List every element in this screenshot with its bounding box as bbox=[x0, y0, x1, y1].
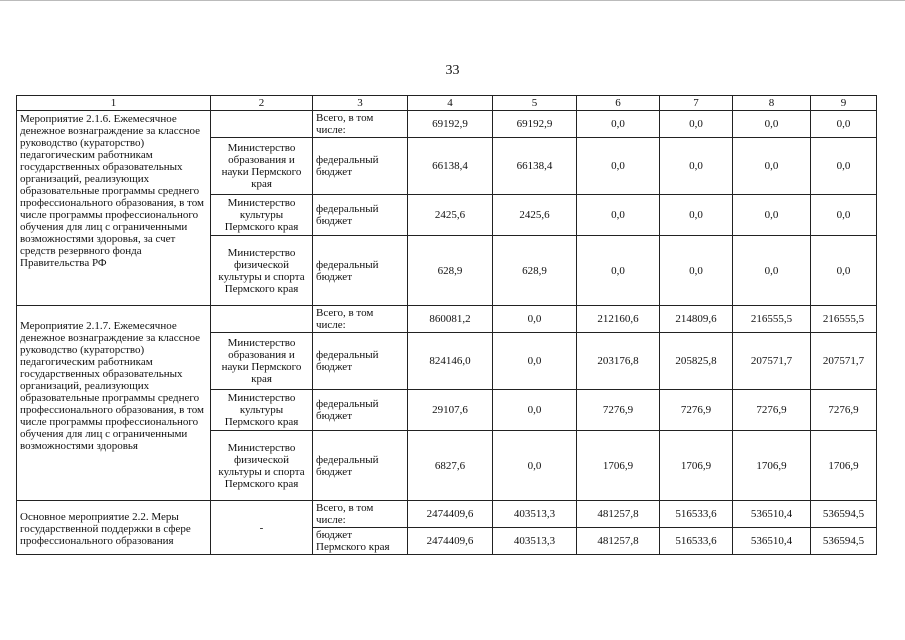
value-cell: 516533,6 bbox=[660, 528, 733, 555]
value-cell: 2425,6 bbox=[408, 195, 493, 236]
value-cell: 481257,8 bbox=[577, 528, 660, 555]
funding-source: бюджет Пермского края bbox=[313, 528, 408, 555]
value-cell: 207571,7 bbox=[811, 333, 877, 390]
funding-source: федеральный бюджет bbox=[313, 431, 408, 501]
value-cell: 403513,3 bbox=[493, 501, 577, 528]
value-cell: 2474409,6 bbox=[408, 528, 493, 555]
funding-source: федеральный бюджет bbox=[313, 138, 408, 195]
value-cell: 628,9 bbox=[493, 236, 577, 306]
column-number: 9 bbox=[811, 96, 877, 111]
executor-cell: Министерство культуры Пермского края bbox=[211, 390, 313, 431]
column-number: 6 bbox=[577, 96, 660, 111]
value-cell: 69192,9 bbox=[408, 111, 493, 138]
value-cell: 0,0 bbox=[811, 138, 877, 195]
column-number: 1 bbox=[17, 96, 211, 111]
value-cell: 536594,5 bbox=[811, 501, 877, 528]
value-cell: 0,0 bbox=[660, 236, 733, 306]
page-number: 33 bbox=[445, 63, 460, 78]
column-number: 7 bbox=[660, 96, 733, 111]
value-cell: 7276,9 bbox=[577, 390, 660, 431]
funding-source: Всего, в том числе: bbox=[313, 111, 408, 138]
funding-source: федеральный бюджет bbox=[313, 390, 408, 431]
value-cell: 2425,6 bbox=[493, 195, 577, 236]
value-cell: 0,0 bbox=[493, 306, 577, 333]
value-cell: 0,0 bbox=[660, 195, 733, 236]
column-number: 5 bbox=[493, 96, 577, 111]
funding-source: федеральный бюджет bbox=[313, 195, 408, 236]
value-cell: 216555,5 bbox=[811, 306, 877, 333]
value-cell: 481257,8 bbox=[577, 501, 660, 528]
funding-source: федеральный бюджет bbox=[313, 236, 408, 306]
value-cell: 69192,9 bbox=[493, 111, 577, 138]
executor-cell bbox=[211, 111, 313, 138]
value-cell: 0,0 bbox=[733, 195, 811, 236]
table-row bbox=[17, 111, 877, 138]
value-cell: 0,0 bbox=[733, 236, 811, 306]
funding-source: федеральный бюджет bbox=[313, 333, 408, 390]
value-cell: 29107,6 bbox=[408, 390, 493, 431]
top-border-line bbox=[0, 0, 905, 1]
value-cell: 536594,5 bbox=[811, 528, 877, 555]
value-cell: 2474409,6 bbox=[408, 501, 493, 528]
value-cell: 66138,4 bbox=[408, 138, 493, 195]
value-cell: 628,9 bbox=[408, 236, 493, 306]
table-row bbox=[17, 501, 877, 528]
value-cell: 0,0 bbox=[577, 138, 660, 195]
value-cell: 516533,6 bbox=[660, 501, 733, 528]
value-cell: 0,0 bbox=[733, 111, 811, 138]
funding-source: Всего, в том числе: bbox=[313, 306, 408, 333]
value-cell: 0,0 bbox=[660, 111, 733, 138]
value-cell: 212160,6 bbox=[577, 306, 660, 333]
value-cell: 1706,9 bbox=[733, 431, 811, 501]
value-cell: 214809,6 bbox=[660, 306, 733, 333]
value-cell: 0,0 bbox=[811, 236, 877, 306]
executor-cell: Министерство образования и науки Пермского края bbox=[211, 138, 313, 195]
value-cell: 1706,9 bbox=[811, 431, 877, 501]
value-cell: 7276,9 bbox=[733, 390, 811, 431]
funding-source: Всего, в том числе: bbox=[313, 501, 408, 528]
column-number: 8 bbox=[733, 96, 811, 111]
executor-cell: Министерство образования и науки Пермского края bbox=[211, 333, 313, 390]
value-cell: 7276,9 bbox=[660, 390, 733, 431]
value-cell: 205825,8 bbox=[660, 333, 733, 390]
value-cell: 203176,8 bbox=[577, 333, 660, 390]
value-cell: 0,0 bbox=[493, 431, 577, 501]
column-number-row bbox=[17, 96, 877, 111]
column-number: 3 bbox=[313, 96, 408, 111]
measure-title: Основное мероприятие 2.2. Меры государственной поддержки в сфере профессионального образования bbox=[17, 501, 211, 555]
value-cell: 207571,7 bbox=[733, 333, 811, 390]
value-cell: 536510,4 bbox=[733, 528, 811, 555]
program-table bbox=[16, 95, 877, 555]
value-cell: 860081,2 bbox=[408, 306, 493, 333]
value-cell: 403513,3 bbox=[493, 528, 577, 555]
value-cell: 6827,6 bbox=[408, 431, 493, 501]
value-cell: 1706,9 bbox=[577, 431, 660, 501]
column-number: 4 bbox=[408, 96, 493, 111]
value-cell: 7276,9 bbox=[811, 390, 877, 431]
value-cell: 536510,4 bbox=[733, 501, 811, 528]
value-cell: 1706,9 bbox=[660, 431, 733, 501]
value-cell: 0,0 bbox=[493, 333, 577, 390]
value-cell: 0,0 bbox=[733, 138, 811, 195]
value-cell: 0,0 bbox=[577, 236, 660, 306]
value-cell: 0,0 bbox=[660, 138, 733, 195]
value-cell: 824146,0 bbox=[408, 333, 493, 390]
column-number: 2 bbox=[211, 96, 313, 111]
measure-title: Мероприятие 2.1.7. Ежемесячное денежное вознаграждение за классное руководство (кураторство) педагогическим работникам государственных образовательных организаций, реализующих образовательные программы среднего профессионального образования, в том числе программы профессионального обучения для лиц с ограниченными возможностями здоровья bbox=[17, 306, 211, 501]
value-cell: 0,0 bbox=[811, 111, 877, 138]
executor-cell: Министерство физической культуры и спорта Пермского края bbox=[211, 236, 313, 306]
table-row bbox=[17, 306, 877, 333]
value-cell: 0,0 bbox=[577, 111, 660, 138]
value-cell: 0,0 bbox=[811, 195, 877, 236]
value-cell: 66138,4 bbox=[493, 138, 577, 195]
measure-title: Мероприятие 2.1.6. Ежемесячное денежное вознаграждение за классное руководство (кураторство) педагогическим работникам государственных образовательных организаций, реализующих образовательные программы среднего профессионального образования, в том числе программы профессионального обучения для лиц с ограниченными возможностями здоровья, за счет средств резервного фонда Правительства РФ bbox=[17, 111, 211, 306]
value-cell: 0,0 bbox=[577, 195, 660, 236]
executor-cell: Министерство физической культуры и спорта Пермского края bbox=[211, 431, 313, 501]
value-cell: 0,0 bbox=[493, 390, 577, 431]
executor-cell: Министерство культуры Пермского края bbox=[211, 195, 313, 236]
executor-cell: - bbox=[211, 501, 313, 555]
value-cell: 216555,5 bbox=[733, 306, 811, 333]
executor-cell bbox=[211, 306, 313, 333]
